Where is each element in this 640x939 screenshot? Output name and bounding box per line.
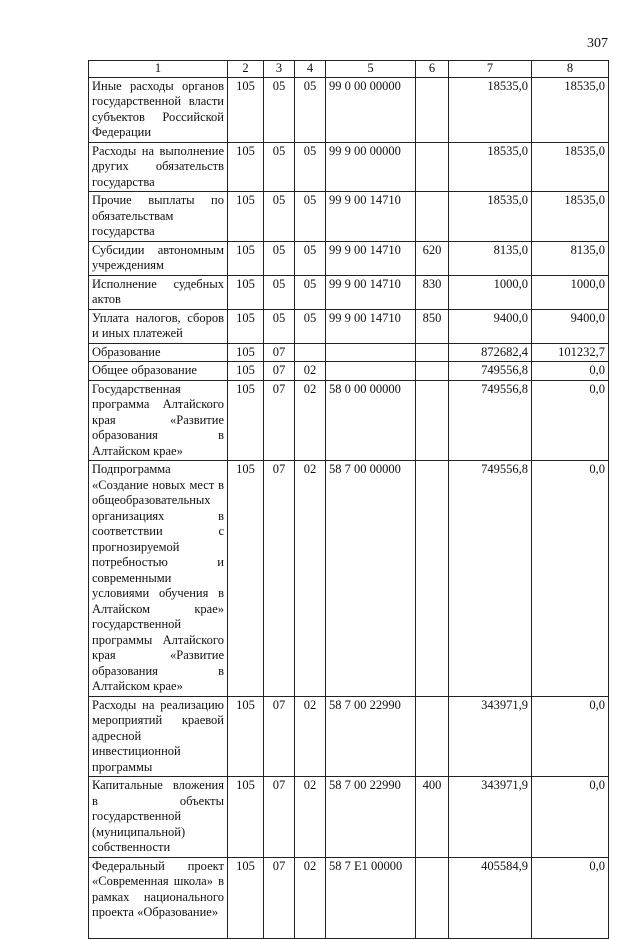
row-expense-type: 830 — [416, 275, 449, 309]
row-subsection-code: 02 — [295, 696, 326, 777]
row-amount-1: 1000,0 — [449, 275, 532, 309]
column-header: 7 — [449, 61, 532, 78]
table-row — [89, 241, 609, 275]
row-expense-type — [416, 696, 449, 777]
row-name: Федеральный проект «Современная школа» в рамках национального проекта «Образование» — [89, 857, 228, 938]
row-name: Субсидии автономным учреждениям — [89, 241, 228, 275]
row-expense-type — [416, 77, 449, 142]
row-subsection-code: 02 — [295, 380, 326, 461]
row-amount-1: 405584,9 — [449, 857, 532, 938]
row-ministry-code: 105 — [228, 343, 264, 362]
column-header: 3 — [264, 61, 295, 78]
table-row — [89, 696, 609, 777]
row-section-code: 07 — [264, 461, 295, 697]
table-row — [89, 275, 609, 309]
row-target-article: 58 0 00 00000 — [326, 380, 416, 461]
row-subsection-code: 05 — [295, 275, 326, 309]
row-section-code: 05 — [264, 142, 295, 192]
row-ministry-code: 105 — [228, 77, 264, 142]
row-amount-1: 749556,8 — [449, 461, 532, 697]
row-expense-type — [416, 192, 449, 242]
table-row — [89, 777, 609, 858]
column-header: 1 — [89, 61, 228, 78]
row-target-article: 99 9 00 14710 — [326, 241, 416, 275]
row-target-article: 58 7 00 00000 — [326, 461, 416, 697]
row-ministry-code: 105 — [228, 142, 264, 192]
row-target-article: 99 9 00 14710 — [326, 309, 416, 343]
row-subsection-code: 02 — [295, 777, 326, 858]
row-ministry-code: 105 — [228, 241, 264, 275]
row-section-code: 05 — [264, 309, 295, 343]
row-target-article — [326, 343, 416, 362]
row-amount-2: 0,0 — [532, 362, 609, 381]
row-expense-type — [416, 461, 449, 697]
row-section-code: 07 — [264, 696, 295, 777]
row-target-article: 99 9 00 14710 — [326, 275, 416, 309]
row-name: Общее образование — [89, 362, 228, 381]
row-ministry-code: 105 — [228, 362, 264, 381]
table-row — [89, 343, 609, 362]
row-expense-type — [416, 362, 449, 381]
row-amount-1: 872682,4 — [449, 343, 532, 362]
row-name: Расходы на выполнение других обязательств государства — [89, 142, 228, 192]
row-ministry-code: 105 — [228, 275, 264, 309]
row-section-code: 05 — [264, 241, 295, 275]
row-ministry-code: 105 — [228, 857, 264, 938]
column-header: 8 — [532, 61, 609, 78]
row-subsection-code: 02 — [295, 362, 326, 381]
row-section-code: 05 — [264, 275, 295, 309]
row-section-code: 05 — [264, 77, 295, 142]
row-amount-2: 8135,0 — [532, 241, 609, 275]
row-amount-2: 9400,0 — [532, 309, 609, 343]
header-row — [89, 61, 609, 78]
row-target-article: 99 9 00 14710 — [326, 192, 416, 242]
row-ministry-code: 105 — [228, 309, 264, 343]
row-expense-type — [416, 343, 449, 362]
table-row — [89, 77, 609, 142]
budget-table — [88, 60, 609, 939]
row-name: Образование — [89, 343, 228, 362]
row-target-article: 58 7 00 22990 — [326, 777, 416, 858]
row-section-code: 07 — [264, 380, 295, 461]
row-section-code: 07 — [264, 343, 295, 362]
row-ministry-code: 105 — [228, 380, 264, 461]
row-subsection-code: 05 — [295, 309, 326, 343]
table-row — [89, 362, 609, 381]
row-section-code: 05 — [264, 192, 295, 242]
row-subsection-code: 05 — [295, 142, 326, 192]
column-header: 5 — [326, 61, 416, 78]
row-target-article: 58 7 00 22990 — [326, 696, 416, 777]
row-section-code: 07 — [264, 362, 295, 381]
column-header: 4 — [295, 61, 326, 78]
row-name: Иные расходы органов государственной власти субъектов Российской Федерации — [89, 77, 228, 142]
row-target-article — [326, 362, 416, 381]
row-subsection-code: 05 — [295, 241, 326, 275]
row-expense-type: 620 — [416, 241, 449, 275]
row-expense-type — [416, 380, 449, 461]
row-name: Капитальные вложения в объекты государственной (муниципальной) собственности — [89, 777, 228, 858]
table-row — [89, 309, 609, 343]
row-amount-2: 18535,0 — [532, 77, 609, 142]
table-row — [89, 380, 609, 461]
row-amount-1: 18535,0 — [449, 192, 532, 242]
row-ministry-code: 105 — [228, 777, 264, 858]
row-name: Подпрограмма «Создание новых мест в общеобразовательных организациях в соответствии с прогнозируемой потребностью и современными условиями обучения в Алтайском крае» государственной программы Алтайского края «Развитие образования в Алтайском крае» — [89, 461, 228, 697]
row-name: Государственная программа Алтайского края «Развитие образования в Алтайском крае» — [89, 380, 228, 461]
row-subsection-code: 02 — [295, 461, 326, 697]
row-expense-type — [416, 857, 449, 938]
row-name: Исполнение судебных актов — [89, 275, 228, 309]
column-header: 2 — [228, 61, 264, 78]
row-amount-2: 0,0 — [532, 696, 609, 777]
column-header: 6 — [416, 61, 449, 78]
row-amount-1: 18535,0 — [449, 142, 532, 192]
row-amount-1: 343971,9 — [449, 696, 532, 777]
row-amount-1: 9400,0 — [449, 309, 532, 343]
table-row — [89, 461, 609, 697]
row-amount-2: 101232,7 — [532, 343, 609, 362]
row-name: Расходы на реализацию мероприятий краевой адресной инвестиционной программы — [89, 696, 228, 777]
row-amount-1: 749556,8 — [449, 380, 532, 461]
row-name: Уплата налогов, сборов и иных платежей — [89, 309, 228, 343]
row-section-code: 07 — [264, 857, 295, 938]
row-amount-2: 1000,0 — [532, 275, 609, 309]
row-expense-type: 400 — [416, 777, 449, 858]
table-row — [89, 857, 609, 938]
row-ministry-code: 105 — [228, 461, 264, 697]
row-section-code: 07 — [264, 777, 295, 858]
row-expense-type — [416, 142, 449, 192]
page-number: 307 — [587, 36, 608, 51]
row-target-article: 99 0 00 00000 — [326, 77, 416, 142]
row-amount-2: 18535,0 — [532, 192, 609, 242]
row-subsection-code — [295, 343, 326, 362]
row-amount-1: 8135,0 — [449, 241, 532, 275]
row-target-article: 99 9 00 00000 — [326, 142, 416, 192]
row-name: Прочие выплаты по обязательствам государства — [89, 192, 228, 242]
row-subsection-code: 02 — [295, 857, 326, 938]
row-amount-2: 0,0 — [532, 857, 609, 938]
row-amount-1: 18535,0 — [449, 77, 532, 142]
row-ministry-code: 105 — [228, 696, 264, 777]
row-amount-1: 749556,8 — [449, 362, 532, 381]
row-target-article: 58 7 E1 00000 — [326, 857, 416, 938]
row-amount-2: 0,0 — [532, 380, 609, 461]
row-expense-type: 850 — [416, 309, 449, 343]
row-amount-2: 18535,0 — [532, 142, 609, 192]
row-subsection-code: 05 — [295, 77, 326, 142]
row-amount-2: 0,0 — [532, 777, 609, 858]
table-row — [89, 142, 609, 192]
row-subsection-code: 05 — [295, 192, 326, 242]
row-amount-1: 343971,9 — [449, 777, 532, 858]
table-row — [89, 192, 609, 242]
row-ministry-code: 105 — [228, 192, 264, 242]
row-amount-2: 0,0 — [532, 461, 609, 697]
